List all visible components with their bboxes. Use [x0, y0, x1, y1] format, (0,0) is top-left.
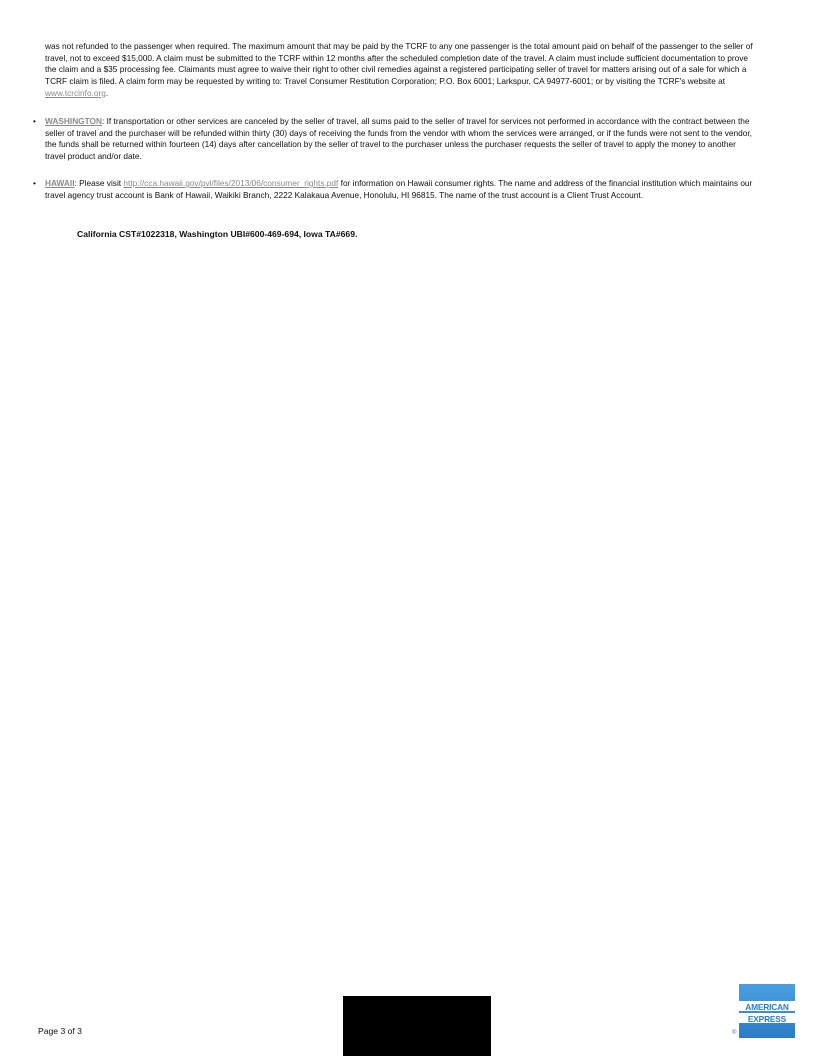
- license-numbers: California CST#1022318, Washington UBI#600-469-694, Iowa TA#669.: [77, 229, 358, 239]
- logo-text-express: EXPRESS: [747, 1014, 787, 1024]
- hawaii-text-block: [45, 178, 757, 201]
- bullet-icon: •: [33, 178, 36, 188]
- hawaii-consumer-rights-link[interactable]: http://cca.hawaii.gov/pvl/files/2013/06/consumer_rights.pdf: [123, 178, 339, 188]
- washington-text-block: [45, 116, 757, 163]
- logo-text-american: AMERICAN: [745, 1002, 789, 1012]
- registered-mark: ®: [732, 1030, 737, 1036]
- hawaii-text-end: for information on Hawaii consumer rights. The name and address of the financial institution which maintains our travel agency trust account is Bank of Hawaii, Waikiki Branch, 2222 Kalakaua Avenue, Honolulu, HI 96815. The name of the trust account is a Client Trust Account.: [45, 178, 753, 200]
- tcrf-text: was not refunded to the passenger when required. The maximum amount that may be paid by the TCRF to any one passenger is the total amount paid on behalf of the passenger to the seller of travel, not to exceed $15,000. A claim must be submitted to the TCRF within 12 months after the scheduled completion date of the travel. A claim must include sufficient documentation to prove the claim and a $35 processing fee. Claimants must agree to waive their right to other civil remedies against a registered participating seller of travel for matters arising out of a sale for which a TCRF claim is filed. A claim form may be requested by writing to: Travel Consumer Restitution Corporation; P.O. Box 6001; Larkspur, CA 94977-6001; or by visiting the TCRF's website at: [45, 41, 753, 87]
- tcrf-website-link[interactable]: www.tcrcinfo.org: [45, 87, 106, 98]
- washington-item: [33, 116, 757, 163]
- washington-heading-link[interactable]: WASHINGTON: [45, 116, 103, 126]
- page-number: Page 3 of 3: [38, 1026, 82, 1036]
- redaction-block: [343, 996, 491, 1056]
- hawaii-text-start: : Please visit: [74, 178, 124, 188]
- hawaii-item: [33, 178, 757, 201]
- tcrf-text-end: .: [105, 87, 109, 98]
- washington-text: : If transportation or other services are canceled by the seller of travel, all sums paid to the seller of travel for services not performed in accordance with the contract between the seller of travel and the purchaser will be refunded within thirty (30) days of receiving the funds from the vendor with whom the services were arranged, or if the funds were not sent to the vendor, the funds shall be returned within fourteen (14) days after cancellation by the seller of travel to the purchaser unless the purchaser requests the seller of travel to apply the money to another travel product and/or date.: [45, 116, 752, 162]
- tcrf-paragraph: [45, 41, 757, 100]
- bullet-icon: •: [33, 116, 36, 126]
- hawaii-heading-link[interactable]: HAWAII: [45, 178, 75, 188]
- american-express-logo-icon: [739, 984, 795, 1038]
